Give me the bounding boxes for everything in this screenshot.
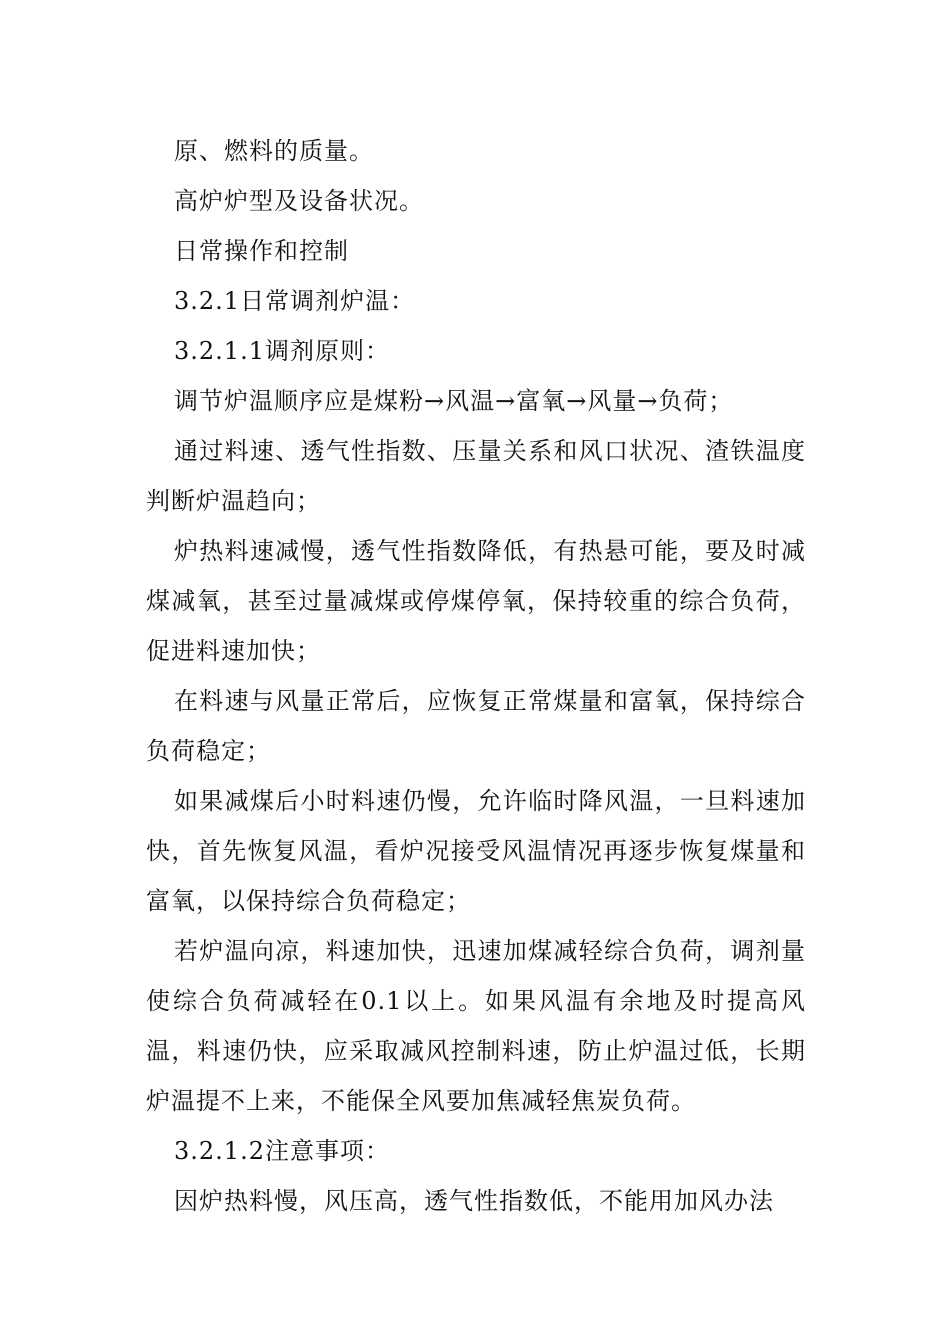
paragraph-reduce-coal: 如果减煤后小时料速仍慢，允许临时降风温，一旦料速加快，首先恢复风温，看炉况接受风温情况再逐步恢复煤量和富氧，以保持综合负荷稳定；: [146, 787, 806, 915]
document-page: [146, 126, 806, 1226]
paragraph-raw-fuel-quality: 原、燃料的质量。: [174, 137, 374, 165]
section-heading-3-2-1: 3.2.1日常调剂炉温：: [174, 287, 416, 315]
paragraph-notes: 因炉热料慢，风压高，透气性指数低，不能用加风办法: [174, 1187, 774, 1215]
paragraph-restore-normal: 在料速与风量正常后，应恢复正常煤量和富氧，保持综合负荷稳定；: [146, 687, 806, 765]
section-heading-3-2-1-2: 3.2.1.2注意事项：: [174, 1137, 390, 1165]
paragraph-adjust-order: 调节炉温顺序应是煤粉→风温→富氧→风量→负荷；: [174, 387, 734, 415]
paragraph-daily-operation-heading: 日常操作和控制: [174, 237, 349, 265]
paragraph-judge-trend: 通过料速、透气性指数、压量关系和风口状况、渣铁温度判断炉温趋向；: [146, 437, 806, 515]
section-heading-3-2-1-1: 3.2.1.1调剂原则：: [174, 337, 390, 365]
paragraph-furnace-equipment: 高炉炉型及设备状况。: [174, 187, 424, 215]
paragraph-hot-furnace: 炉热料速减慢，透气性指数降低，有热悬可能，要及时减煤减氧，甚至过量减煤或停煤停氧，保持较重的综合负荷，促进料速加快；: [146, 537, 806, 665]
paragraph-cold-furnace: 若炉温向凉，料速加快，迅速加煤减轻综合负荷，调剂量使综合负荷减轻在0.1以上。如果风温有余地及时提高风温，料速仍快，应采取减风控制料速，防止炉温过低，长期炉温提不上来，不能保全风要加焦减轻焦炭负荷。: [146, 937, 806, 1115]
